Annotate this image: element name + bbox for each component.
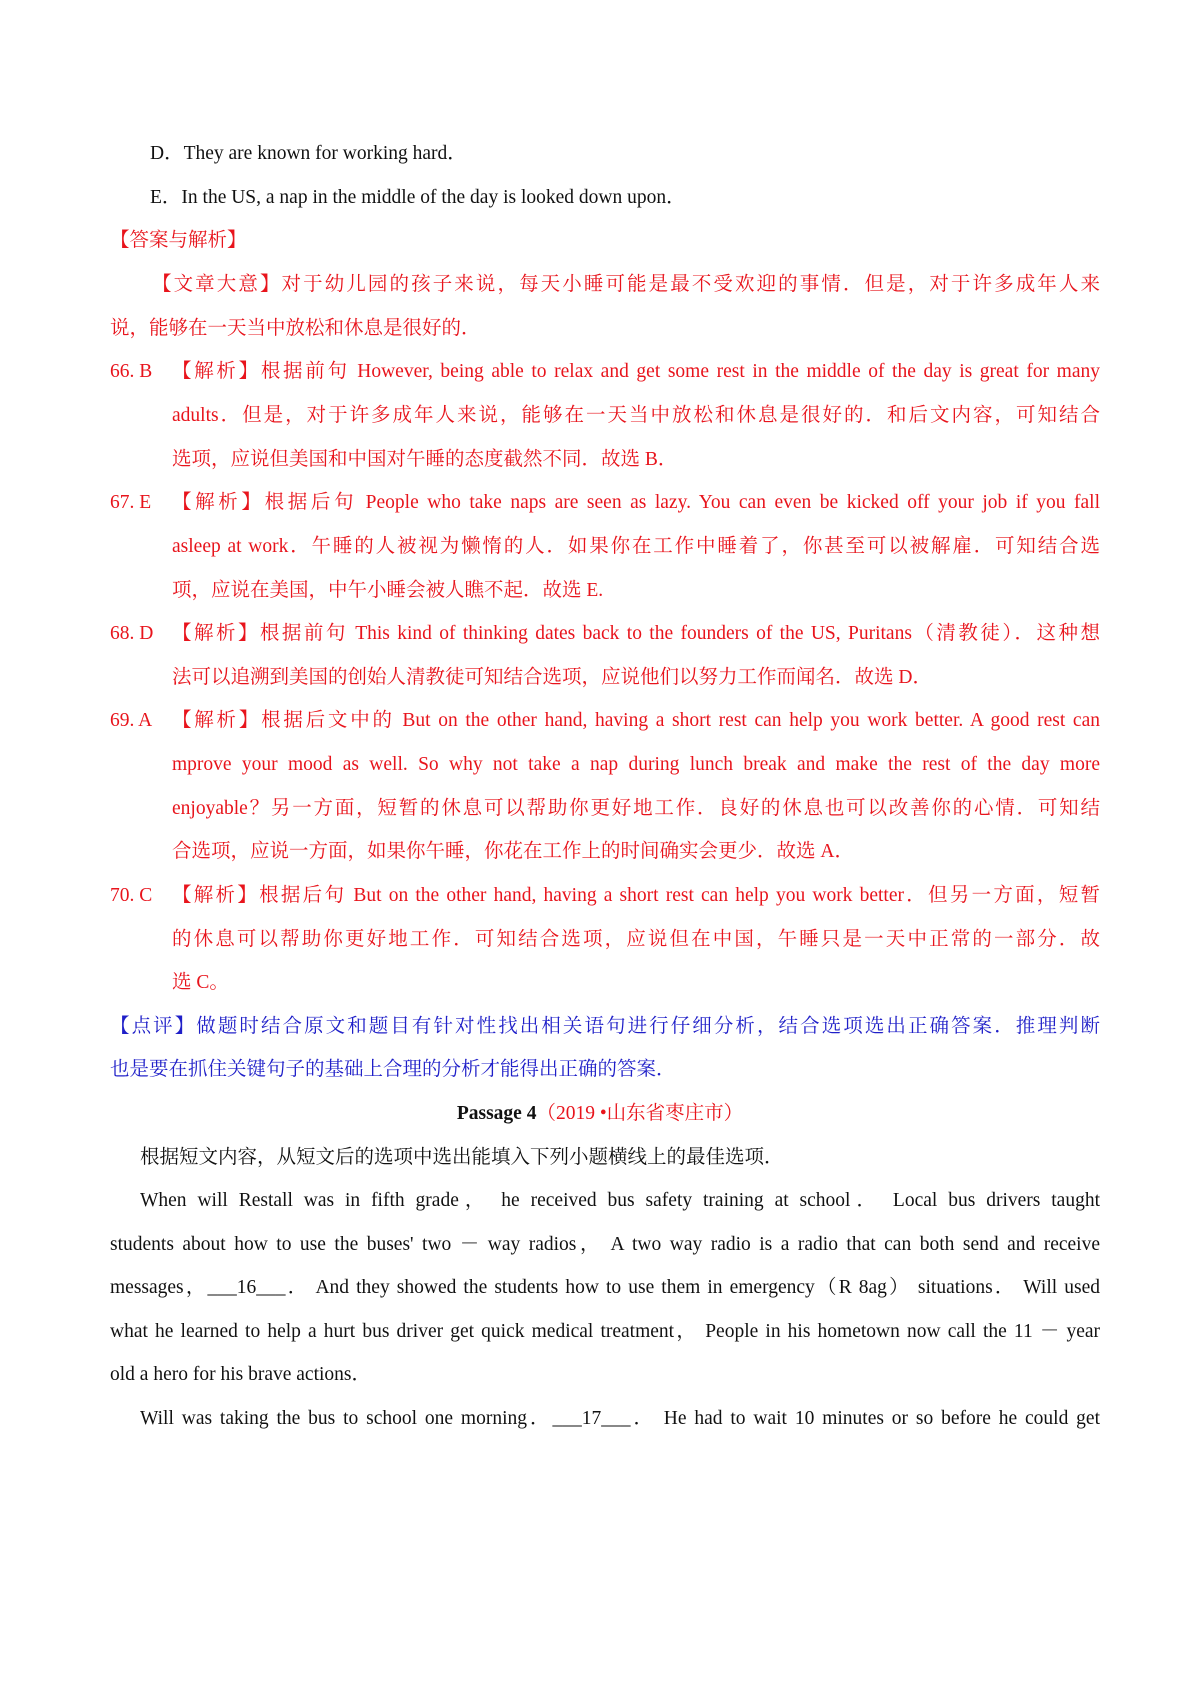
item-68-line-2: 法可以追溯到美国的创始人清教徒可知结合选项，应说他们以努力工作而闻名．故选 D． [172, 667, 932, 688]
item-66-line-2: adults．但是，对于许多成年人来说，能够在一天当中放松和休息是很好的．和后文内容，可知结合 [172, 405, 1100, 426]
item-69-line-2: mprove your mood as well. So why not take a nap during lunch break and make the rest of the day more [172, 754, 1100, 775]
passage-heading [0, 1090, 1200, 1138]
item-67-line-2: asleep at work．午睡的人被视为懒惰的人．如果你在工作中睡着了，你甚至可以被解雇．可知结合选 [172, 536, 1100, 557]
passage-p1-line-3: messages，___16___． And they showed the students how to use them in emergency（R 8ag） situations． Will used [110, 1277, 1100, 1298]
item-70-line-3: 选 C。 [172, 972, 229, 993]
item-68-line-1: 【解析】根据前句 This kind of thinking dates back to the founders of the US, Puritans（清教徒）．这种想 [172, 623, 1100, 644]
item-67-line-3: 项，应说在美国，中午小睡会被人瞧不起．故选 E. [172, 580, 604, 601]
passage-p1-line-1: When will Restall was in fifth grade， he received bus safety training at school． Local bus drivers taught [140, 1190, 1100, 1211]
item-70-line-1: 【解析】根据后句 But on the other hand, having a short rest can help you work better．但另一方面，短暂 [172, 885, 1100, 906]
summary-line-2: 说，能够在一天当中放松和休息是很好的． [110, 318, 481, 339]
item-69-line-3: enjoyable？另一方面，短暂的休息可以帮助你更好地工作．良好的休息也可以改善你的心情．可知结 [172, 798, 1100, 819]
item-69-line-4: 合选项，应说一方面，如果你午睡，你花在工作上的时间确实会更少．故选 A． [172, 841, 854, 862]
passage-title: Passage 4 [456, 1103, 537, 1124]
item-70-number: 70. C [110, 885, 153, 906]
comment-line-2: 也是要在抓住关键句子的基础上合理的分析才能得出正确的答案． [110, 1059, 676, 1080]
passage-p1-line-5: old a hero for his brave actions． [110, 1364, 372, 1385]
item-67-line-1: 【解析】根据后句 People who take naps are seen as lazy. You can even be kicked off your job if you fall [172, 492, 1100, 513]
item-70-line-2: 的休息可以帮助你更好地工作．可知结合选项，应说但在中国，午睡只是一天中正常的一部分．故 [172, 929, 1100, 950]
passage-p1-line-4: what he learned to help a hurt bus driver get quick medical treatment， People in his hometown now call the 11 － year [110, 1321, 1100, 1342]
item-68-number: 68. D [110, 623, 154, 644]
passage-p1-line-2: students about how to use the buses' two － way radios， A two way radio is a radio that can both send and receive [110, 1234, 1100, 1255]
passage-source: （2019 •山东省枣庄市） [536, 1103, 744, 1124]
item-69-number: 69. A [110, 710, 153, 731]
option-e: E．In the US, a nap in the middle of the day is looked down upon． [150, 187, 686, 208]
passage-instruction: 根据短文内容，从短文后的选项中选出能填入下列小题横线上的最佳选项． [140, 1147, 784, 1168]
item-66-number: 66. B [110, 361, 153, 382]
answer-header: 【答案与解析】 [110, 230, 247, 251]
passage-p2-line-1: Will was taking the bus to school one morning．___17___． He had to wait 10 minutes or so before he could get [140, 1408, 1100, 1429]
item-67-number: 67. E [110, 492, 152, 513]
item-66-line-1: 【解析】根据前句 However, being able to relax and get some rest in the middle of the day is great for many [172, 361, 1100, 382]
item-69-line-1: 【解析】根据后文中的 But on the other hand, having a short rest can help you work better. A good rest can [172, 710, 1100, 731]
summary-line-1: 【文章大意】对于幼儿园的孩子来说，每天小睡可能是最不受欢迎的事情．但是，对于许多成年人来 [152, 274, 1100, 295]
comment-line-1: 【点评】做题时结合原文和题目有针对性找出相关语句进行仔细分析，结合选项选出正确答案．推理判断 [110, 1016, 1100, 1037]
item-66-line-3: 选项，应说但美国和中国对午睡的态度截然不同．故选 B． [172, 449, 678, 470]
option-d: D．They are known for working hard． [150, 143, 467, 164]
